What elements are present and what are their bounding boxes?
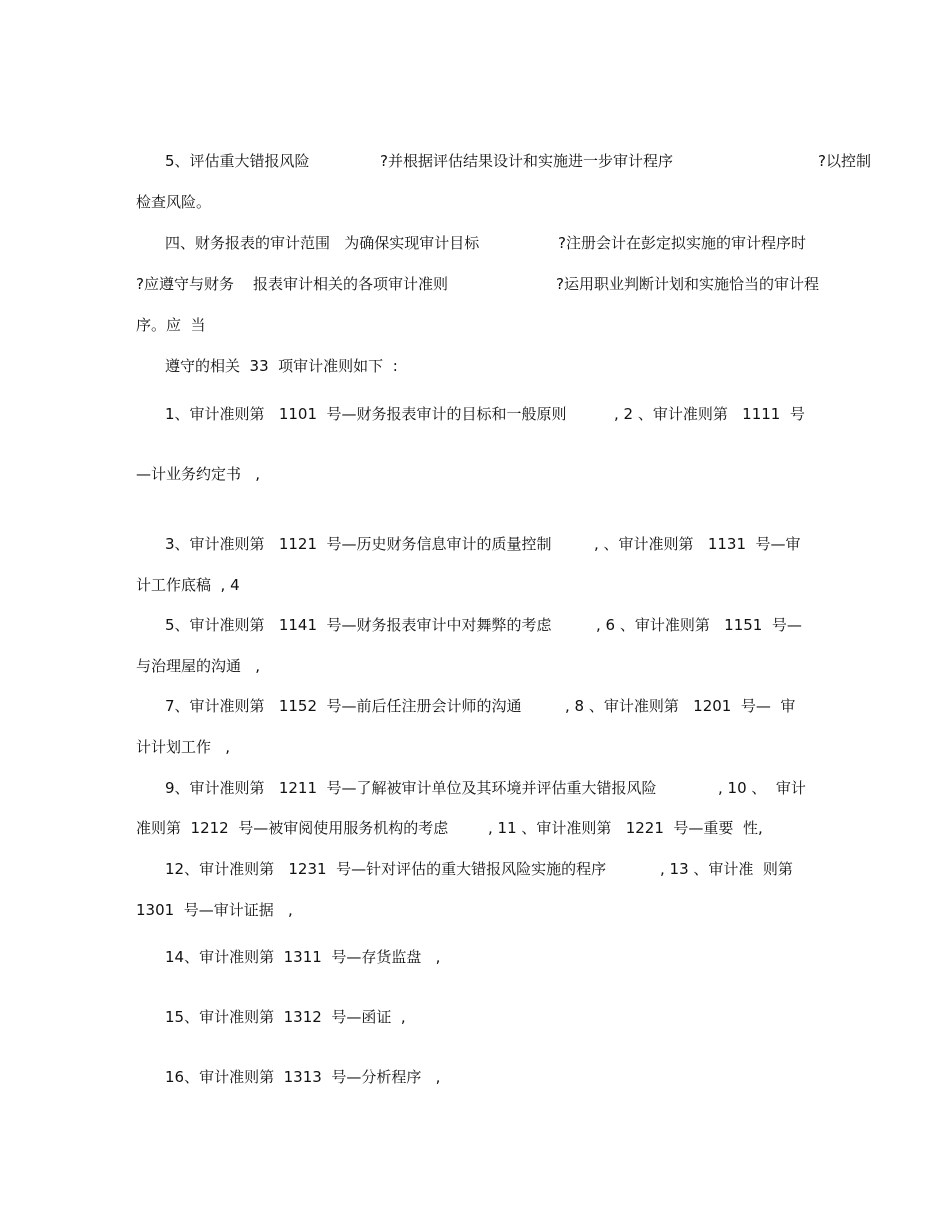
text-line: 16、审计准则第 1313 号—分析程序 , <box>165 1068 441 1086</box>
text-line: 1、审计准则第 1101 号—财务报表审计的目标和一般原则 <box>165 405 567 423</box>
text-line: 检查风险。 <box>136 193 212 211</box>
text-line: 准则第 1212 号—被审阅使用服务机构的考虑 <box>136 819 449 837</box>
text-line: —计业务约定书 , <box>136 465 261 483</box>
text-line: 遵守的相关 33 项审计准则如下 : <box>165 357 398 375</box>
text-line: 14、审计准则第 1311 号—存货监盘 , <box>165 948 441 966</box>
text-line: , 6 、审计准则第 1151 号— <box>596 616 802 634</box>
text-line: 15、审计准则第 1312 号—函证 , <box>165 1008 406 1026</box>
text-line: 计计划工作 , <box>136 738 231 756</box>
text-line: 四、财务报表的审计范围 为确保实现审计目标 <box>165 234 480 252</box>
text-line: , 10 、 审计 <box>718 779 806 797</box>
text-line: 序。应 当 <box>136 316 206 334</box>
text-line: , 13 、审计准 则第 <box>660 860 793 878</box>
text-line: 9、审计准则第 1211 号—了解被审计单位及其环境并评估重大错报风险 <box>165 779 657 797</box>
text-line: 5、评估重大错报风险 <box>165 152 310 170</box>
text-line: 计工作底稿 , 4 <box>136 576 240 594</box>
text-line: 与治理屋的沟通 , <box>136 657 261 675</box>
text-line: ?应遵守与财务 报表审计相关的各项审计准则 <box>136 275 449 293</box>
text-line: ?以控制 <box>818 152 871 170</box>
text-line: ?并根据评估结果设计和实施进一步审计程序 <box>380 152 673 170</box>
text-line: 3、审计准则第 1121 号—历史财务信息审计的质量控制 <box>165 535 552 553</box>
text-line: , 11 、审计准则第 1221 号—重要 性, <box>488 819 763 837</box>
text-line: , 8 、审计准则第 1201 号— 审 <box>565 697 796 715</box>
text-line: ?运用职业判断计划和实施恰当的审计程 <box>556 275 819 293</box>
text-line: 1301 号—审计证据 , <box>136 901 293 919</box>
text-line: , 、审计准则第 1131 号—审 <box>594 535 801 553</box>
text-line: 7、审计准则第 1152 号—前后任注册会计师的沟通 <box>165 697 522 715</box>
text-line: 5、审计准则第 1141 号—财务报表审计中对舞弊的考虑 <box>165 616 552 634</box>
text-line: ?注册会计在彭定拟实施的审计程序时 <box>558 234 806 252</box>
text-line: , 2 、审计准则第 1111 号 <box>614 405 805 423</box>
text-line: 12、审计准则第 1231 号—针对评估的重大错报风险实施的程序 <box>165 860 607 878</box>
